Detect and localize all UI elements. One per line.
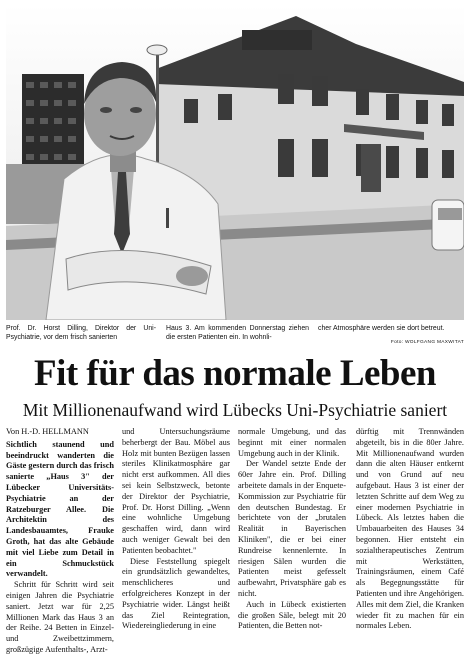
body-paragraph: normale Umgebung, und das beginnt mit einer normalen Umgebung auch in der Klinik. — [238, 427, 346, 458]
body-paragraph: dürftig mit Trennwänden abgeteilt, bis in die 80er Jahre. Mit Millionenaufwand wurden dann die alten Häuser entkernt und von Grund auf neu aufgebaut. Haus 3 ist einer der letzten Schritte auf dem Weg zu einer modernen Psychiatrie in Lübeck. Als letztes haben die Umbauarbeiten des Hauses 34 begonnen. Hier entsteht ein sozialtherapeutisches Zentrum mit Werkstätten, Trainingsräumen, einem Café als Begegnungsstätte für Patienten und ihre Angehörigen. Alles mit dem Ziel, die Kranken wieder fit zu machen für ein normales Leben. — [356, 427, 464, 631]
byline: Von H.-D. HELLMANN — [6, 427, 89, 436]
lead-paragraph: Sichtlich staunend und beeindruckt wanderten die Gäste gestern durch das frisch sanierte „Haus 3" der Lübecker Universitäts-Psychiatrie an der Ratzeburger Allee. Die Architektin des Landesbauamtes, Frauke Groth, hat das alte Gebäude mit viel Liebe zum Detail in ein Schmuckstück verwandelt. — [6, 439, 114, 579]
body-paragraph: und Untersuchungsräume beherbergt der Bau. Möbel aus Holz mit bunten Bezügen lassen steriles Klinikatmosphäre gar nicht erst aufkommen. All dies sei kein Selbstzweck, betonte der Direktor der Psychiatrie, Prof. Dr. Horst Dilling. „Wenn eine wohnliche Umgebung geschaffen wird, dann wird auch weniger Gewalt bei den Patienten beobachtet." — [122, 427, 230, 555]
photo-caption-part-1: Prof. Dr. Horst Dilling, Direktor der Uni-Psychiatrie, vor dem frisch sanierten — [6, 325, 156, 341]
subheadline: Mit Millionenaufwand wird Lübecks Uni-Psychiatrie saniert — [22, 400, 448, 420]
article-column-1 — [6, 427, 114, 656]
body-paragraph: Auch in Lübeck existierten die großen Säle, belegt mit 20 Patienten, die Betten not- — [238, 599, 346, 631]
article-column-4 — [356, 427, 464, 632]
photo-credit: Foto: WOLFGANG MAXWITAT — [390, 340, 464, 345]
photo-caption-part-3: cher Atmosphäre werden sie dort betreut. — [318, 325, 445, 332]
body-paragraph: Diese Feststellung spiegelt ein grundsätzlich gewandeltes, menschlicheres und erfolgreicheres Konzept in der Psychiatrie wider. Längst heißt das Ziel Reintegration, Wiedereingliederung in eine — [122, 556, 230, 631]
headline: Fit für das normale Leben — [33, 353, 437, 394]
photo-dilling-icon — [6, 4, 464, 320]
article-column-3 — [238, 427, 346, 632]
body-paragraph: Der Wandel setzte Ende der 60er Jahre ein. Prof. Dilling arbeitete damals in der Enquete-Kommission zur Psychiatrie für den deutschen Bundestag. Er berichtete von der „brutalen Realität in Bayerischen Kliniken", die er bei einer Rundreise kennenlernte. In riesigen Sälen wurden die Patienten meist gefesselt aufbewahrt, Privatsphäre gab es nicht. — [238, 459, 346, 598]
article-column-2 — [122, 427, 230, 632]
photo-caption-part-2: Haus 3. Am kommenden Donnerstag ziehen die ersten Patienten ein. In wohnli- — [166, 325, 309, 341]
body-paragraph: Schritt für Schritt wird seit einigen Jahren die Psychiatrie saniert. Jetzt war für 2,25 Millionen Mark das Haus 3 an der Reihe. 24 Betten in Einzel- und Zweibettzimmern, großzügige Aufenthalts-, Arzt- — [6, 580, 114, 654]
